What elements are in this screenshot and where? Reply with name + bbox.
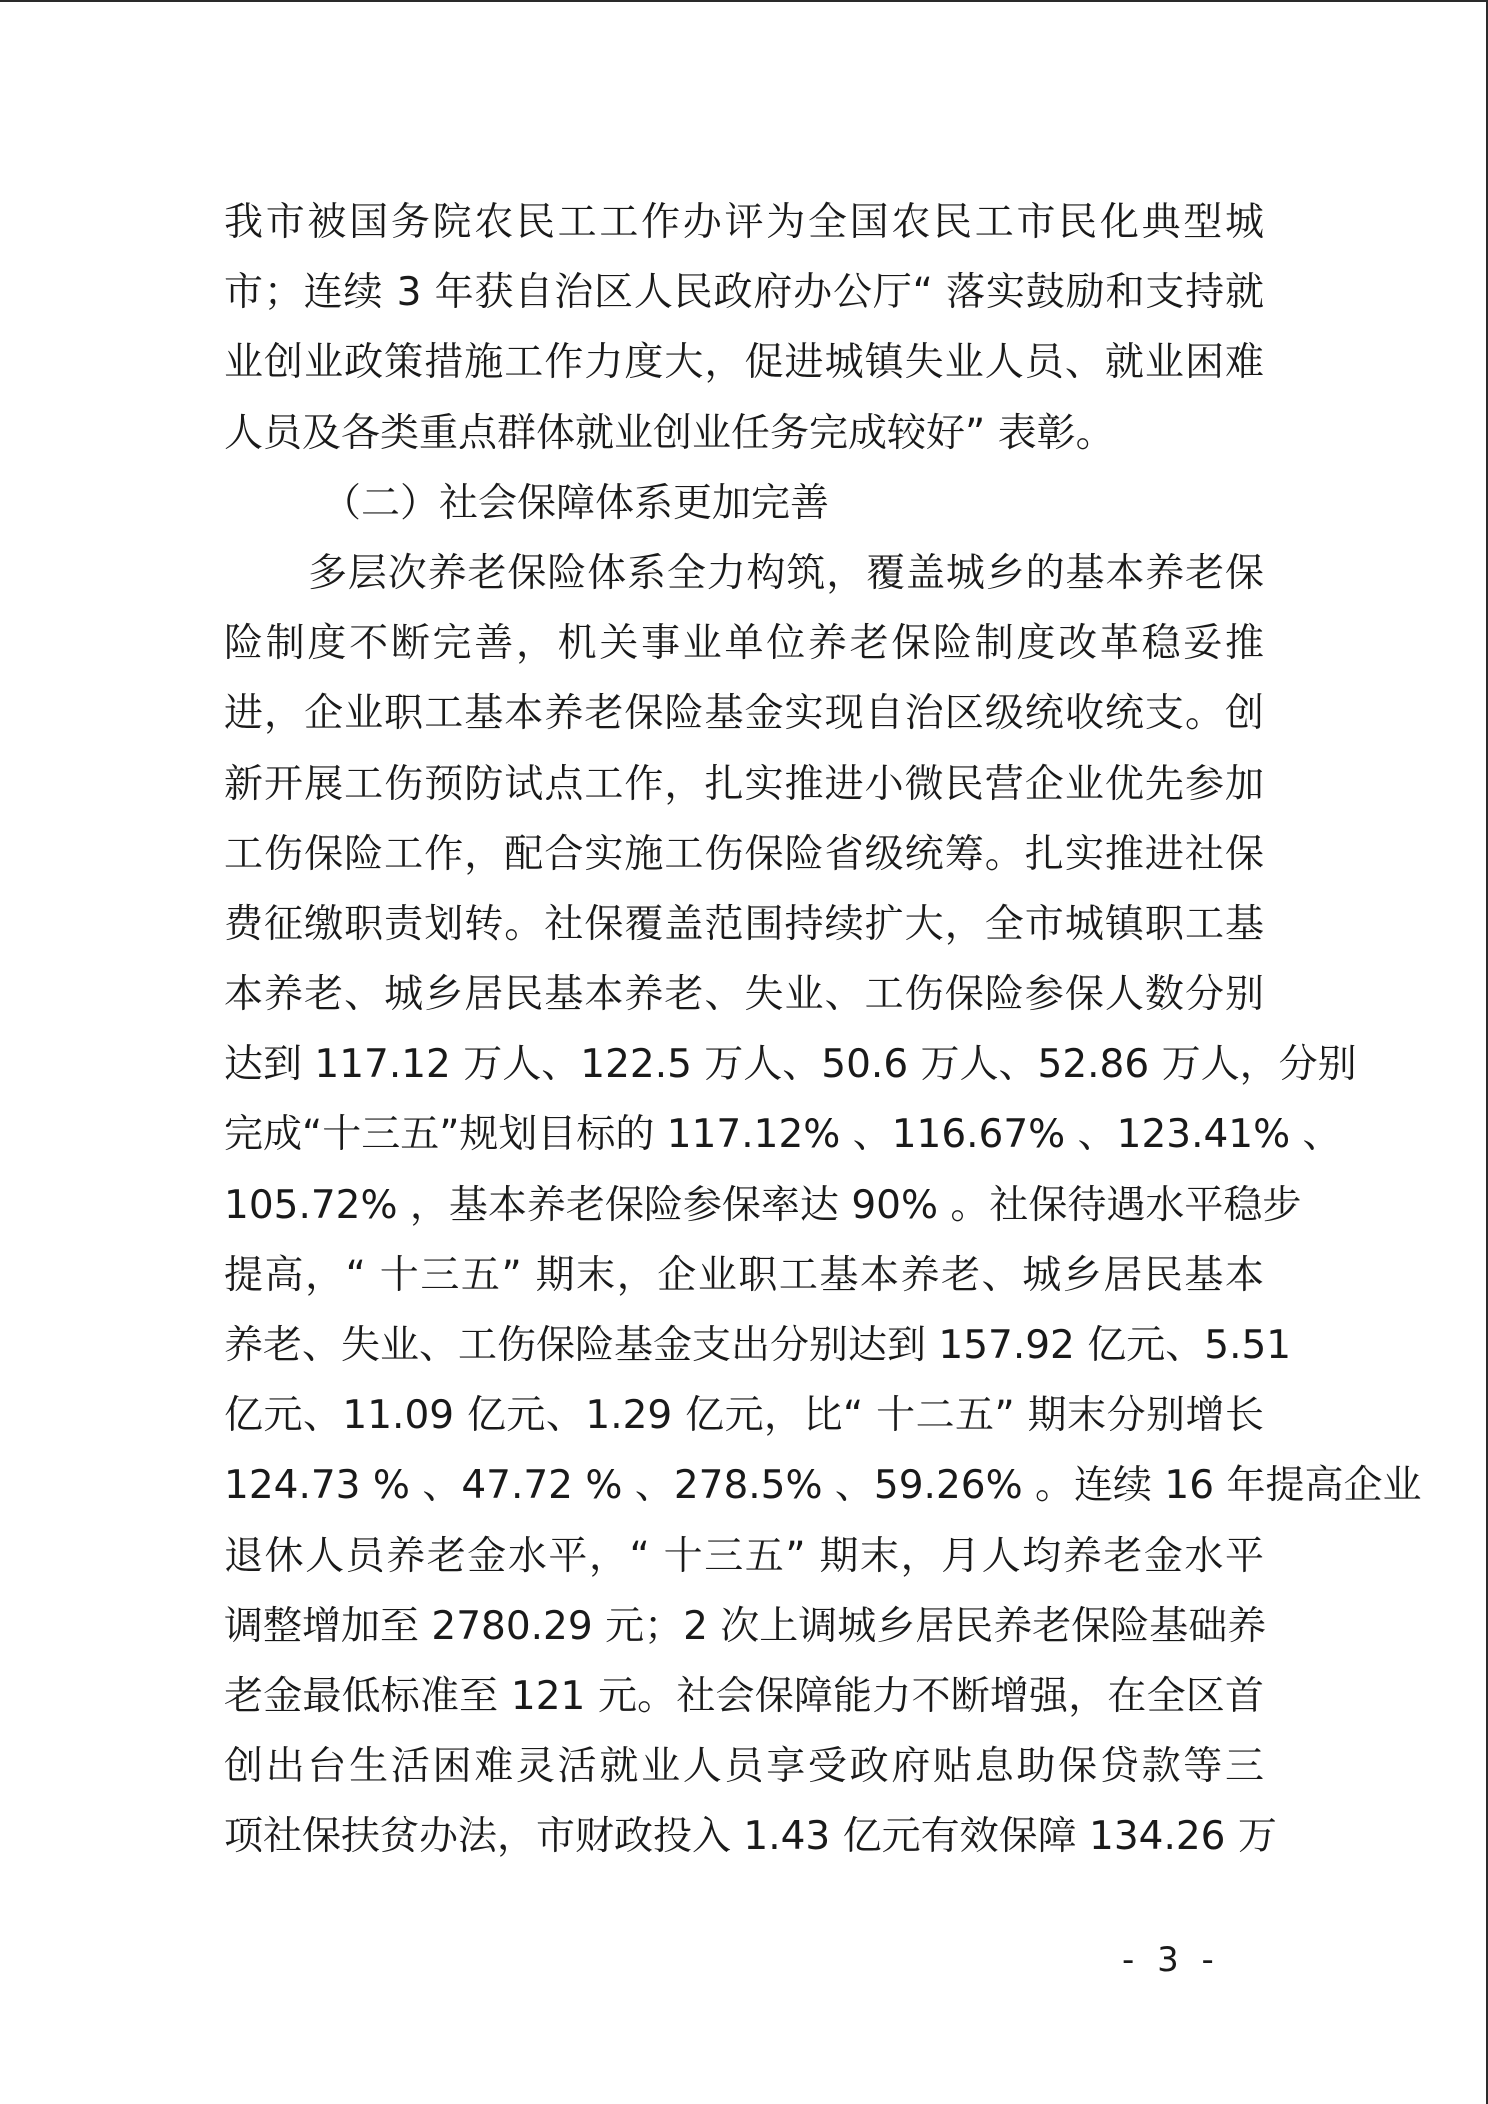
text-line: 本养老、城乡居民基本养老、失业、工伤保险参保人数分别	[224, 972, 1264, 1018]
text-line: 进，企业职工基本养老保险基金实现自治区级统收统支。创	[224, 691, 1264, 737]
text-line: 养老、失业、工伤保险基金支出分别达到 157.92 亿元、5.51	[224, 1323, 1292, 1368]
page-border-top	[0, 0, 1486, 2]
page-number: - 3 -	[1122, 1940, 1220, 1980]
text-line: 工伤保险工作，配合实施工伤保险省级统筹。扎实推进社保	[224, 831, 1264, 877]
text-line: 险制度不断完善，机关事业单位养老保险制度改革稳妥推	[224, 621, 1264, 667]
text-line: 我市被国务院农民工工作办评为全国农民工市民化典型城	[224, 200, 1264, 245]
section-heading: （二）社会保障体系更加完善	[322, 480, 830, 526]
text-line: 105.72% ，基本养老保险参保率达 90% 。社保待遇水平稳步	[224, 1182, 1302, 1228]
text-line: 市；连续 3 年获自治区人民政府办公厅“ 落实鼓励和支持就	[224, 270, 1264, 316]
text-line: 老金最低标准至 121 元。社会保障能力不断增强，在全区首	[224, 1673, 1264, 1719]
text-line: 项社保扶贫办法，市财政投入 1.43 亿元有效保障 134.26 万	[224, 1814, 1277, 1860]
text-line: 完成“十三五”规划目标的 117.12% 、116.67% 、123.41% 、	[224, 1112, 1342, 1158]
text-line: 达到 117.12 万人、122.5 万人、50.6 万人、52.86 万人，分别	[224, 1042, 1357, 1088]
document-body	[224, 188, 1422, 1873]
text-line: 提高，“ 十三五” 期末，企业职工基本养老、城乡居民基本	[224, 1252, 1264, 1298]
text-line: 新开展工伤预防试点工作，扎实推进小微民营企业优先参加	[224, 761, 1264, 807]
text-line: 调整增加至 2780.29 元；2 次上调城乡居民养老保险基础养	[224, 1603, 1267, 1649]
text-line: 多层次养老保险体系全力构筑，覆盖城乡的基本养老保	[308, 550, 1264, 596]
text-line: 费征缴职责划转。社保覆盖范围持续扩大，全市城镇职工基	[224, 901, 1264, 947]
text-line: 创出台生活困难灵活就业人员享受政府贴息助保贷款等三	[224, 1744, 1264, 1790]
text-line: 人员及各类重点群体就业创业任务完成较好” 表彰。	[224, 410, 1115, 456]
text-line: 亿元、11.09 亿元、1.29 亿元，比“ 十二五” 期末分别增长	[224, 1393, 1264, 1439]
text-line: 业创业政策措施工作力度大，促进城镇失业人员、就业困难	[224, 340, 1264, 386]
text-line: 退休人员养老金水平，“ 十三五” 期末，月人均养老金水平	[224, 1533, 1264, 1579]
text-line: 124.73 % 、47.72 % 、278.5% 、59.26% 。连续 16 年提高企业	[224, 1463, 1422, 1509]
